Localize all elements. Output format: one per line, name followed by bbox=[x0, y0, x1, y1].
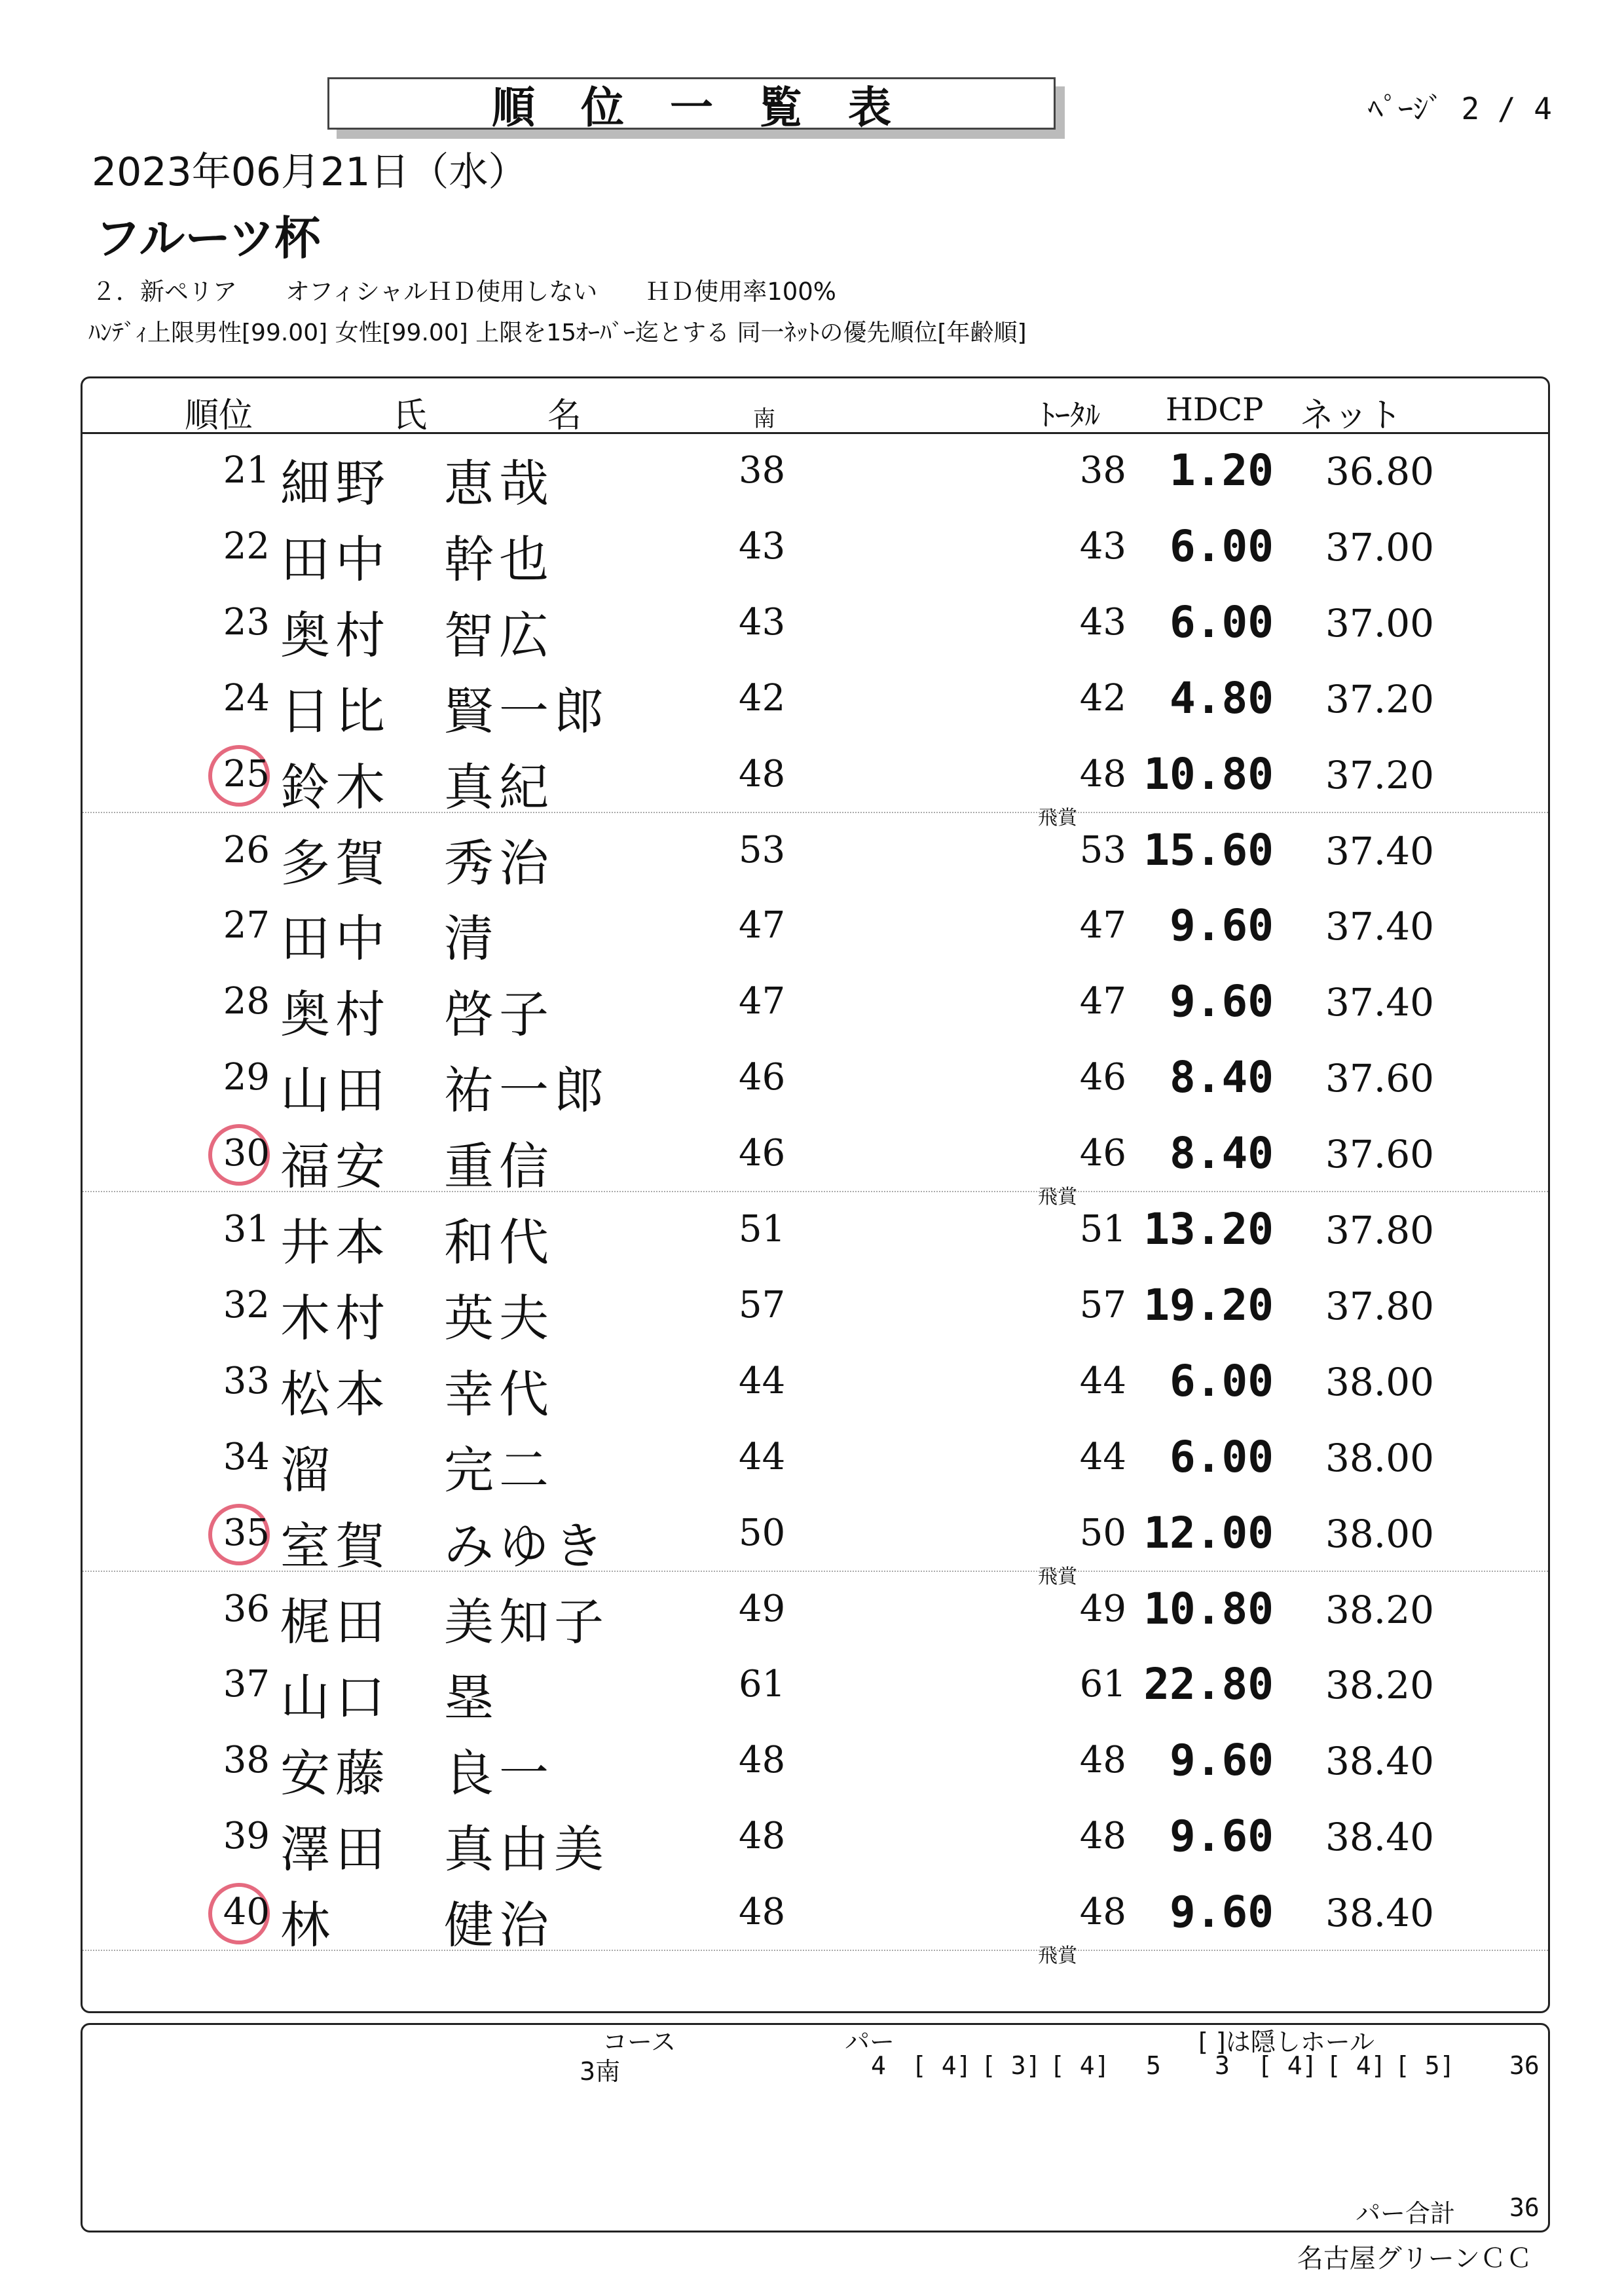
hole-par: [ 4] bbox=[1257, 2051, 1318, 2080]
hdcp-cell: 8.40 bbox=[1170, 1128, 1274, 1179]
family-name-cell: 田中 bbox=[280, 530, 390, 589]
total-score-cell: 43 bbox=[1079, 600, 1126, 644]
given-name-cell: 智広 bbox=[444, 606, 554, 665]
total-score-cell: 44 bbox=[1079, 1359, 1126, 1402]
hole-par: [ 4] bbox=[1326, 2051, 1386, 2080]
given-name-cell: 真由美 bbox=[444, 1820, 609, 1879]
given-name-cell: 啓子 bbox=[444, 985, 554, 1044]
rank-cell: 38 bbox=[223, 1739, 270, 1782]
rank-cell: 26 bbox=[223, 828, 270, 871]
total-score-cell: 50 bbox=[1079, 1511, 1126, 1554]
rank-cell: 37 bbox=[223, 1663, 270, 1706]
total-score-cell: 48 bbox=[1079, 1815, 1126, 1858]
net-score-cell: 38.00 bbox=[1325, 1511, 1434, 1556]
hdcp-cell: 6.00 bbox=[1170, 1431, 1274, 1482]
south-score-cell: 46 bbox=[739, 1132, 786, 1175]
page-indicator: ﾍﾟｰｼﾞ 2 / 4 bbox=[1367, 91, 1552, 126]
south-score-cell: 38 bbox=[739, 449, 786, 492]
page-title: 順位一覧表 bbox=[327, 77, 1056, 130]
table-row bbox=[0, 513, 1624, 589]
table-row bbox=[0, 1196, 1624, 1272]
hdcp-cell: 9.60 bbox=[1170, 1735, 1274, 1786]
event-date: 2023年06月21日（水） bbox=[92, 149, 528, 195]
net-score-cell: 37.40 bbox=[1325, 980, 1434, 1025]
family-name-cell: 鈴木 bbox=[280, 757, 390, 816]
family-name-cell: 山口 bbox=[280, 1668, 390, 1727]
net-score-cell: 38.40 bbox=[1325, 1739, 1434, 1784]
family-name-cell: 木村 bbox=[280, 1288, 390, 1347]
family-name-cell: 田中 bbox=[280, 909, 390, 968]
given-name-cell: 和代 bbox=[444, 1213, 554, 1271]
table-row bbox=[0, 589, 1624, 665]
table-row bbox=[0, 1348, 1624, 1424]
total-score-cell: 53 bbox=[1079, 828, 1126, 871]
family-name-cell: 福安 bbox=[280, 1137, 390, 1196]
col-header-name-b: 名 bbox=[547, 396, 582, 435]
hdcp-cell: 6.00 bbox=[1170, 1355, 1274, 1406]
table-row bbox=[0, 1272, 1624, 1348]
net-score-cell: 37.80 bbox=[1325, 1283, 1434, 1328]
group-separator bbox=[83, 812, 1548, 813]
col-header-name-a: 氏 bbox=[393, 396, 428, 435]
given-name-cell: 塁 bbox=[444, 1668, 499, 1727]
rank-cell: 21 bbox=[223, 449, 270, 492]
hdcp-cell: 10.80 bbox=[1143, 748, 1274, 799]
family-name-cell: 溜 bbox=[280, 1440, 335, 1499]
south-score-cell: 43 bbox=[739, 600, 786, 644]
hole-par: [ 4] bbox=[1050, 2051, 1110, 2080]
total-score-cell: 49 bbox=[1079, 1587, 1126, 1630]
rank-cell: 31 bbox=[223, 1208, 270, 1250]
family-name-cell: 松本 bbox=[280, 1364, 390, 1423]
total-score-cell: 46 bbox=[1079, 1132, 1126, 1175]
hidden-holes-note: [ ]は隠しホール bbox=[1198, 2028, 1375, 2056]
hdcp-cell: 6.00 bbox=[1170, 520, 1274, 572]
south-score-cell: 61 bbox=[739, 1663, 786, 1706]
hdcp-cell: 15.60 bbox=[1143, 824, 1274, 875]
hdcp-cell: 1.20 bbox=[1170, 445, 1274, 496]
hdcp-cell: 19.20 bbox=[1143, 1279, 1274, 1330]
col-header-hdcp: HDCP bbox=[1166, 392, 1264, 428]
hdcp-cell: 8.40 bbox=[1170, 1052, 1274, 1103]
rank-cell: 32 bbox=[223, 1283, 270, 1326]
rank-cell: 36 bbox=[223, 1587, 270, 1630]
total-score-cell: 38 bbox=[1079, 449, 1126, 492]
award-badge: 飛賞 bbox=[1038, 1565, 1077, 1588]
course-label: コース bbox=[602, 2028, 676, 2056]
net-score-cell: 37.60 bbox=[1325, 1132, 1434, 1177]
par-total-value: 36 bbox=[1509, 2193, 1540, 2222]
given-name-cell: 秀治 bbox=[444, 833, 554, 892]
net-score-cell: 38.40 bbox=[1325, 1891, 1434, 1936]
table-row bbox=[0, 1879, 1624, 1968]
handicap-rules: ﾊﾝﾃﾞｨ上限男性[99.00] 女性[99.00] 上限を15ｵｰﾊﾞｰ迄とする 同一ﾈｯﾄの優先順位[年齢順] bbox=[88, 319, 1027, 346]
total-score-cell: 44 bbox=[1079, 1435, 1126, 1478]
par-label: パー bbox=[845, 2028, 895, 2056]
rank-cell: 22 bbox=[223, 524, 270, 568]
hdcp-cell: 9.60 bbox=[1170, 900, 1274, 951]
given-name-cell: 賢一郎 bbox=[444, 682, 609, 740]
par-sum: 36 bbox=[1509, 2051, 1540, 2080]
table-row bbox=[0, 1500, 1624, 1588]
south-score-cell: 49 bbox=[739, 1587, 786, 1630]
table-row bbox=[0, 817, 1624, 893]
given-name-cell: 美知子 bbox=[444, 1592, 609, 1651]
family-name-cell: 多賀 bbox=[280, 833, 390, 892]
family-name-cell: 林 bbox=[280, 1896, 335, 1955]
net-score-cell: 37.20 bbox=[1325, 752, 1434, 797]
given-name-cell: 清 bbox=[444, 909, 499, 968]
scoring-info: ２．新ペリア オフィシャルＨＤ使用しない ＨＤ使用率100% bbox=[92, 278, 836, 306]
net-score-cell: 38.00 bbox=[1325, 1359, 1434, 1404]
table-row bbox=[0, 1424, 1624, 1500]
hdcp-cell: 9.60 bbox=[1170, 976, 1274, 1027]
family-name-cell: 澤田 bbox=[280, 1820, 390, 1879]
hole-par: [ 3] bbox=[981, 2051, 1041, 2080]
net-score-cell: 38.00 bbox=[1325, 1435, 1434, 1480]
rank-cell: 27 bbox=[223, 904, 270, 947]
award-badge: 飛賞 bbox=[1038, 1186, 1077, 1209]
family-name-cell: 奥村 bbox=[280, 985, 390, 1044]
family-name-cell: 安藤 bbox=[280, 1744, 390, 1803]
rank-cell: 30 bbox=[223, 1132, 270, 1175]
hdcp-cell: 6.00 bbox=[1170, 596, 1274, 647]
group-separator bbox=[83, 1950, 1548, 1951]
south-score-cell: 48 bbox=[739, 752, 786, 795]
table-row bbox=[0, 1727, 1624, 1803]
award-badge: 飛賞 bbox=[1038, 1944, 1077, 1968]
rank-cell: 40 bbox=[223, 1891, 270, 1934]
club-name: 名古屋グリーンＣＣ bbox=[1297, 2244, 1532, 2274]
table-row bbox=[0, 892, 1624, 968]
net-score-cell: 37.80 bbox=[1325, 1208, 1434, 1252]
south-score-cell: 44 bbox=[739, 1435, 786, 1478]
total-score-cell: 43 bbox=[1079, 524, 1126, 568]
family-name-cell: 細野 bbox=[280, 454, 390, 513]
total-score-cell: 47 bbox=[1079, 980, 1126, 1023]
rank-cell: 33 bbox=[223, 1359, 270, 1402]
family-name-cell: 室賀 bbox=[280, 1516, 390, 1575]
given-name-cell: 幹也 bbox=[444, 530, 554, 589]
net-score-cell: 37.40 bbox=[1325, 904, 1434, 949]
table-row bbox=[0, 968, 1624, 1044]
total-score-cell: 47 bbox=[1079, 904, 1126, 947]
rank-cell: 23 bbox=[223, 600, 270, 644]
table-row bbox=[0, 1576, 1624, 1652]
hole-par: 5 bbox=[1146, 2051, 1161, 2080]
table-row bbox=[0, 1120, 1624, 1209]
net-score-cell: 36.80 bbox=[1325, 449, 1434, 494]
total-score-cell: 57 bbox=[1079, 1283, 1126, 1326]
south-score-cell: 44 bbox=[739, 1359, 786, 1402]
net-score-cell: 37.40 bbox=[1325, 828, 1434, 873]
hole-par: 4 bbox=[871, 2051, 886, 2080]
south-score-cell: 50 bbox=[739, 1511, 786, 1554]
net-score-cell: 37.20 bbox=[1325, 676, 1434, 721]
given-name-cell: 恵哉 bbox=[444, 454, 554, 513]
table-row bbox=[0, 741, 1624, 829]
family-name-cell: 奥村 bbox=[280, 606, 390, 665]
net-score-cell: 38.40 bbox=[1325, 1815, 1434, 1860]
group-separator bbox=[83, 1571, 1548, 1572]
rank-cell: 24 bbox=[223, 676, 270, 720]
given-name-cell: みゆき bbox=[444, 1516, 609, 1575]
given-name-cell: 真紀 bbox=[444, 757, 554, 816]
south-score-cell: 42 bbox=[739, 676, 786, 720]
group-separator bbox=[83, 1191, 1548, 1192]
rank-cell: 39 bbox=[223, 1815, 270, 1858]
family-name-cell: 井本 bbox=[280, 1213, 390, 1271]
south-score-cell: 43 bbox=[739, 524, 786, 568]
given-name-cell: 幸代 bbox=[444, 1364, 554, 1423]
hdcp-cell: 22.80 bbox=[1143, 1659, 1274, 1710]
net-score-cell: 38.20 bbox=[1325, 1587, 1434, 1632]
hdcp-cell: 4.80 bbox=[1170, 672, 1274, 723]
given-name-cell: 英夫 bbox=[444, 1288, 554, 1347]
total-score-cell: 48 bbox=[1079, 1891, 1126, 1934]
south-score-cell: 46 bbox=[739, 1056, 786, 1099]
south-score-cell: 47 bbox=[739, 904, 786, 947]
table-row bbox=[0, 1651, 1624, 1727]
given-name-cell: 祐一郎 bbox=[444, 1061, 609, 1120]
table-row bbox=[0, 1803, 1624, 1879]
rank-cell: 29 bbox=[223, 1056, 270, 1099]
col-header-net: ネット bbox=[1300, 396, 1403, 435]
hdcp-cell: 9.60 bbox=[1170, 1887, 1274, 1938]
rank-cell: 28 bbox=[223, 980, 270, 1023]
hdcp-cell: 13.20 bbox=[1143, 1204, 1274, 1254]
award-badge: 飛賞 bbox=[1038, 806, 1077, 829]
total-score-cell: 42 bbox=[1079, 676, 1126, 720]
given-name-cell: 重信 bbox=[444, 1137, 554, 1196]
family-name-cell: 山田 bbox=[280, 1061, 390, 1120]
rank-cell: 34 bbox=[223, 1435, 270, 1478]
total-score-cell: 51 bbox=[1079, 1208, 1126, 1250]
total-score-cell: 46 bbox=[1079, 1056, 1126, 1099]
total-score-cell: 48 bbox=[1079, 1739, 1126, 1782]
hdcp-cell: 9.60 bbox=[1170, 1811, 1274, 1862]
given-name-cell: 完二 bbox=[444, 1440, 554, 1499]
course-name: 3南 bbox=[580, 2057, 621, 2086]
south-score-cell: 51 bbox=[739, 1208, 786, 1250]
table-row bbox=[0, 1044, 1624, 1120]
total-score-cell: 61 bbox=[1079, 1663, 1126, 1706]
header-divider bbox=[83, 432, 1548, 434]
hdcp-cell: 12.00 bbox=[1143, 1507, 1274, 1558]
south-score-cell: 53 bbox=[739, 828, 786, 871]
col-header-total: ﾄｰﾀﾙ bbox=[1040, 397, 1100, 433]
hole-par: 3 bbox=[1215, 2051, 1230, 2080]
south-score-cell: 48 bbox=[739, 1815, 786, 1858]
total-score-cell: 48 bbox=[1079, 752, 1126, 795]
table-row bbox=[0, 437, 1624, 513]
net-score-cell: 37.00 bbox=[1325, 600, 1434, 646]
family-name-cell: 日比 bbox=[280, 682, 390, 740]
rank-cell: 25 bbox=[223, 752, 270, 795]
given-name-cell: 良一 bbox=[444, 1744, 554, 1803]
net-score-cell: 38.20 bbox=[1325, 1663, 1434, 1708]
south-score-cell: 48 bbox=[739, 1739, 786, 1782]
hdcp-cell: 10.80 bbox=[1143, 1583, 1274, 1634]
rank-cell: 35 bbox=[223, 1511, 270, 1554]
table-row bbox=[0, 665, 1624, 741]
hole-par: [ 5] bbox=[1395, 2051, 1455, 2080]
event-name: フルーツ杯 bbox=[95, 211, 321, 265]
south-score-cell: 47 bbox=[739, 980, 786, 1023]
col-header-rank: 順位 bbox=[185, 396, 253, 435]
south-score-cell: 48 bbox=[739, 1891, 786, 1934]
given-name-cell: 健治 bbox=[444, 1896, 554, 1955]
par-total-label: パー合計 bbox=[1356, 2199, 1456, 2228]
family-name-cell: 梶田 bbox=[280, 1592, 390, 1651]
hole-par: [ 4] bbox=[912, 2051, 972, 2080]
net-score-cell: 37.00 bbox=[1325, 524, 1434, 570]
net-score-cell: 37.60 bbox=[1325, 1056, 1434, 1101]
col-header-south: 南 bbox=[753, 406, 775, 432]
south-score-cell: 57 bbox=[739, 1283, 786, 1326]
